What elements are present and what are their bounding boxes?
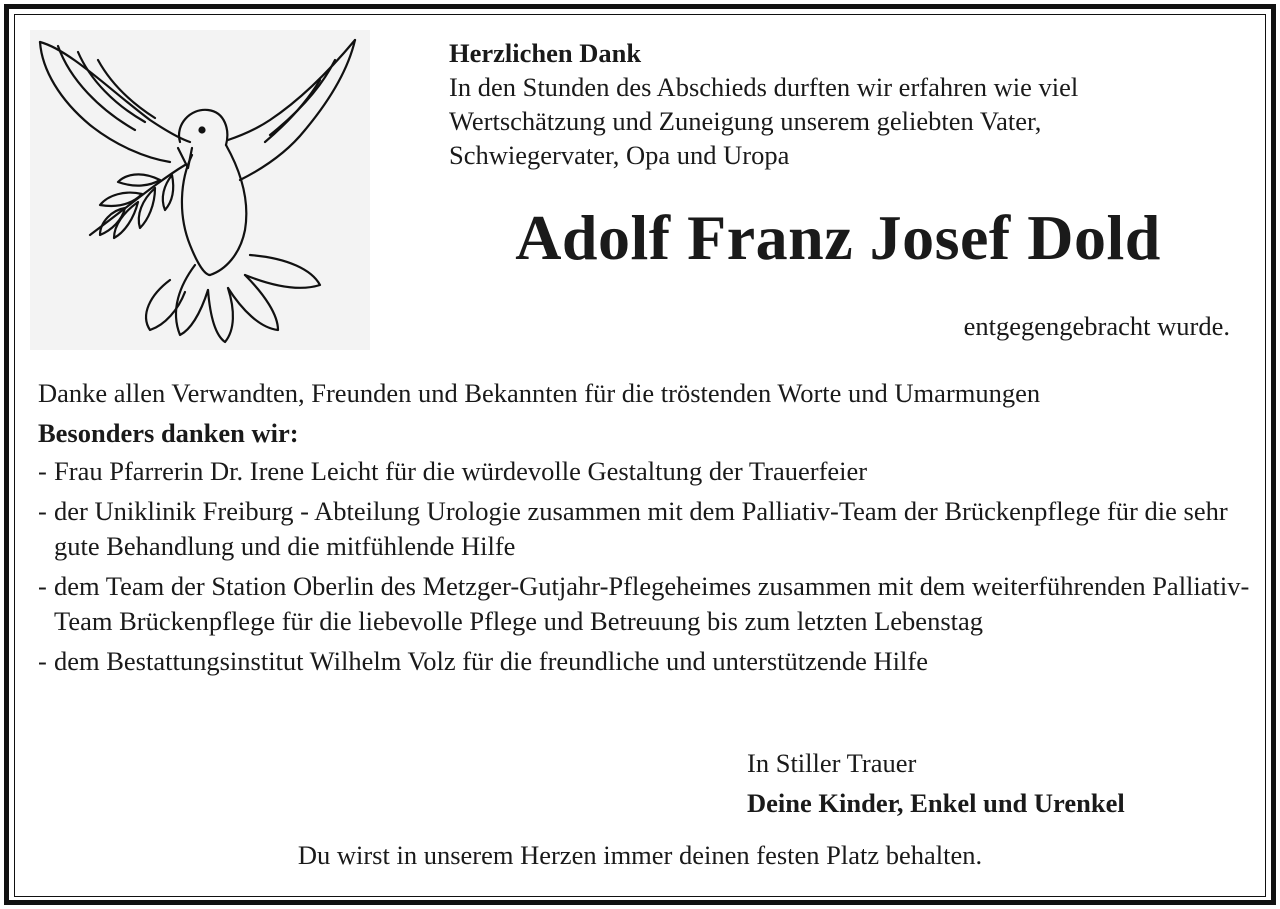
intro-line: In den Stunden des Abschieds durften wir erfahren wie viel [449, 72, 1079, 102]
closing-line: Du wirst in unserem Herzen immer deinen festen Platz behalten. [297, 840, 983, 870]
signoff-line: In Stiller Trauer [747, 748, 917, 778]
list-marker: - [38, 571, 47, 601]
list-item-text: dem Team der Station Oberlin des Metzger-Gutjahr-Pflegeheimes zusammen mit dem weiterführenden Palliativ-Team Brückenpflege für die liebevolle Pflege und Betreuung bis zum letzten Lebenstag [54, 571, 1250, 636]
list-item [38, 494, 1258, 564]
intro-text [449, 36, 1249, 172]
intro-line: Schwiegervater, Opa und Uropa [449, 140, 790, 170]
received-line: entgegengebracht wurde. [963, 311, 1230, 341]
list-marker: - [38, 456, 47, 486]
special-thanks-list [38, 454, 1258, 679]
list-item-text: Frau Pfarrerin Dr. Irene Leicht für die würdevolle Gestaltung der Trauerfeier [54, 456, 868, 486]
thanks-all-line: Danke allen Verwandten, Freunden und Bekannten für die tröstenden Worte und Umarmungen [38, 378, 1041, 408]
intro-heading: Herzlichen Dank [449, 38, 642, 68]
special-thanks-heading: Besonders danken wir: [38, 418, 299, 448]
list-item [38, 454, 1258, 489]
signoff-family: Deine Kinder, Enkel und Urenkel [747, 788, 1125, 818]
list-item-text: dem Bestattungsinstitut Wilhelm Volz für die freundliche und unterstützende Hilfe [54, 646, 928, 676]
deceased-name: Adolf Franz Josef Dold [515, 202, 1161, 273]
list-item [38, 569, 1258, 639]
thanks-section [38, 376, 1258, 684]
list-item [38, 644, 1258, 679]
intro-line: Wertschätzung und Zuneigung unserem geliebten Vater, [449, 106, 1042, 136]
list-item-text: der Uniklinik Freiburg - Abteilung Urologie zusammen mit dem Palliativ-Team der Brückenpflege für die sehr gute Behandlung und die mitfühlende Hilfe [54, 496, 1228, 561]
dove-icon [30, 30, 370, 350]
list-marker: - [38, 646, 47, 676]
signoff [747, 745, 1125, 821]
list-marker: - [38, 496, 47, 526]
